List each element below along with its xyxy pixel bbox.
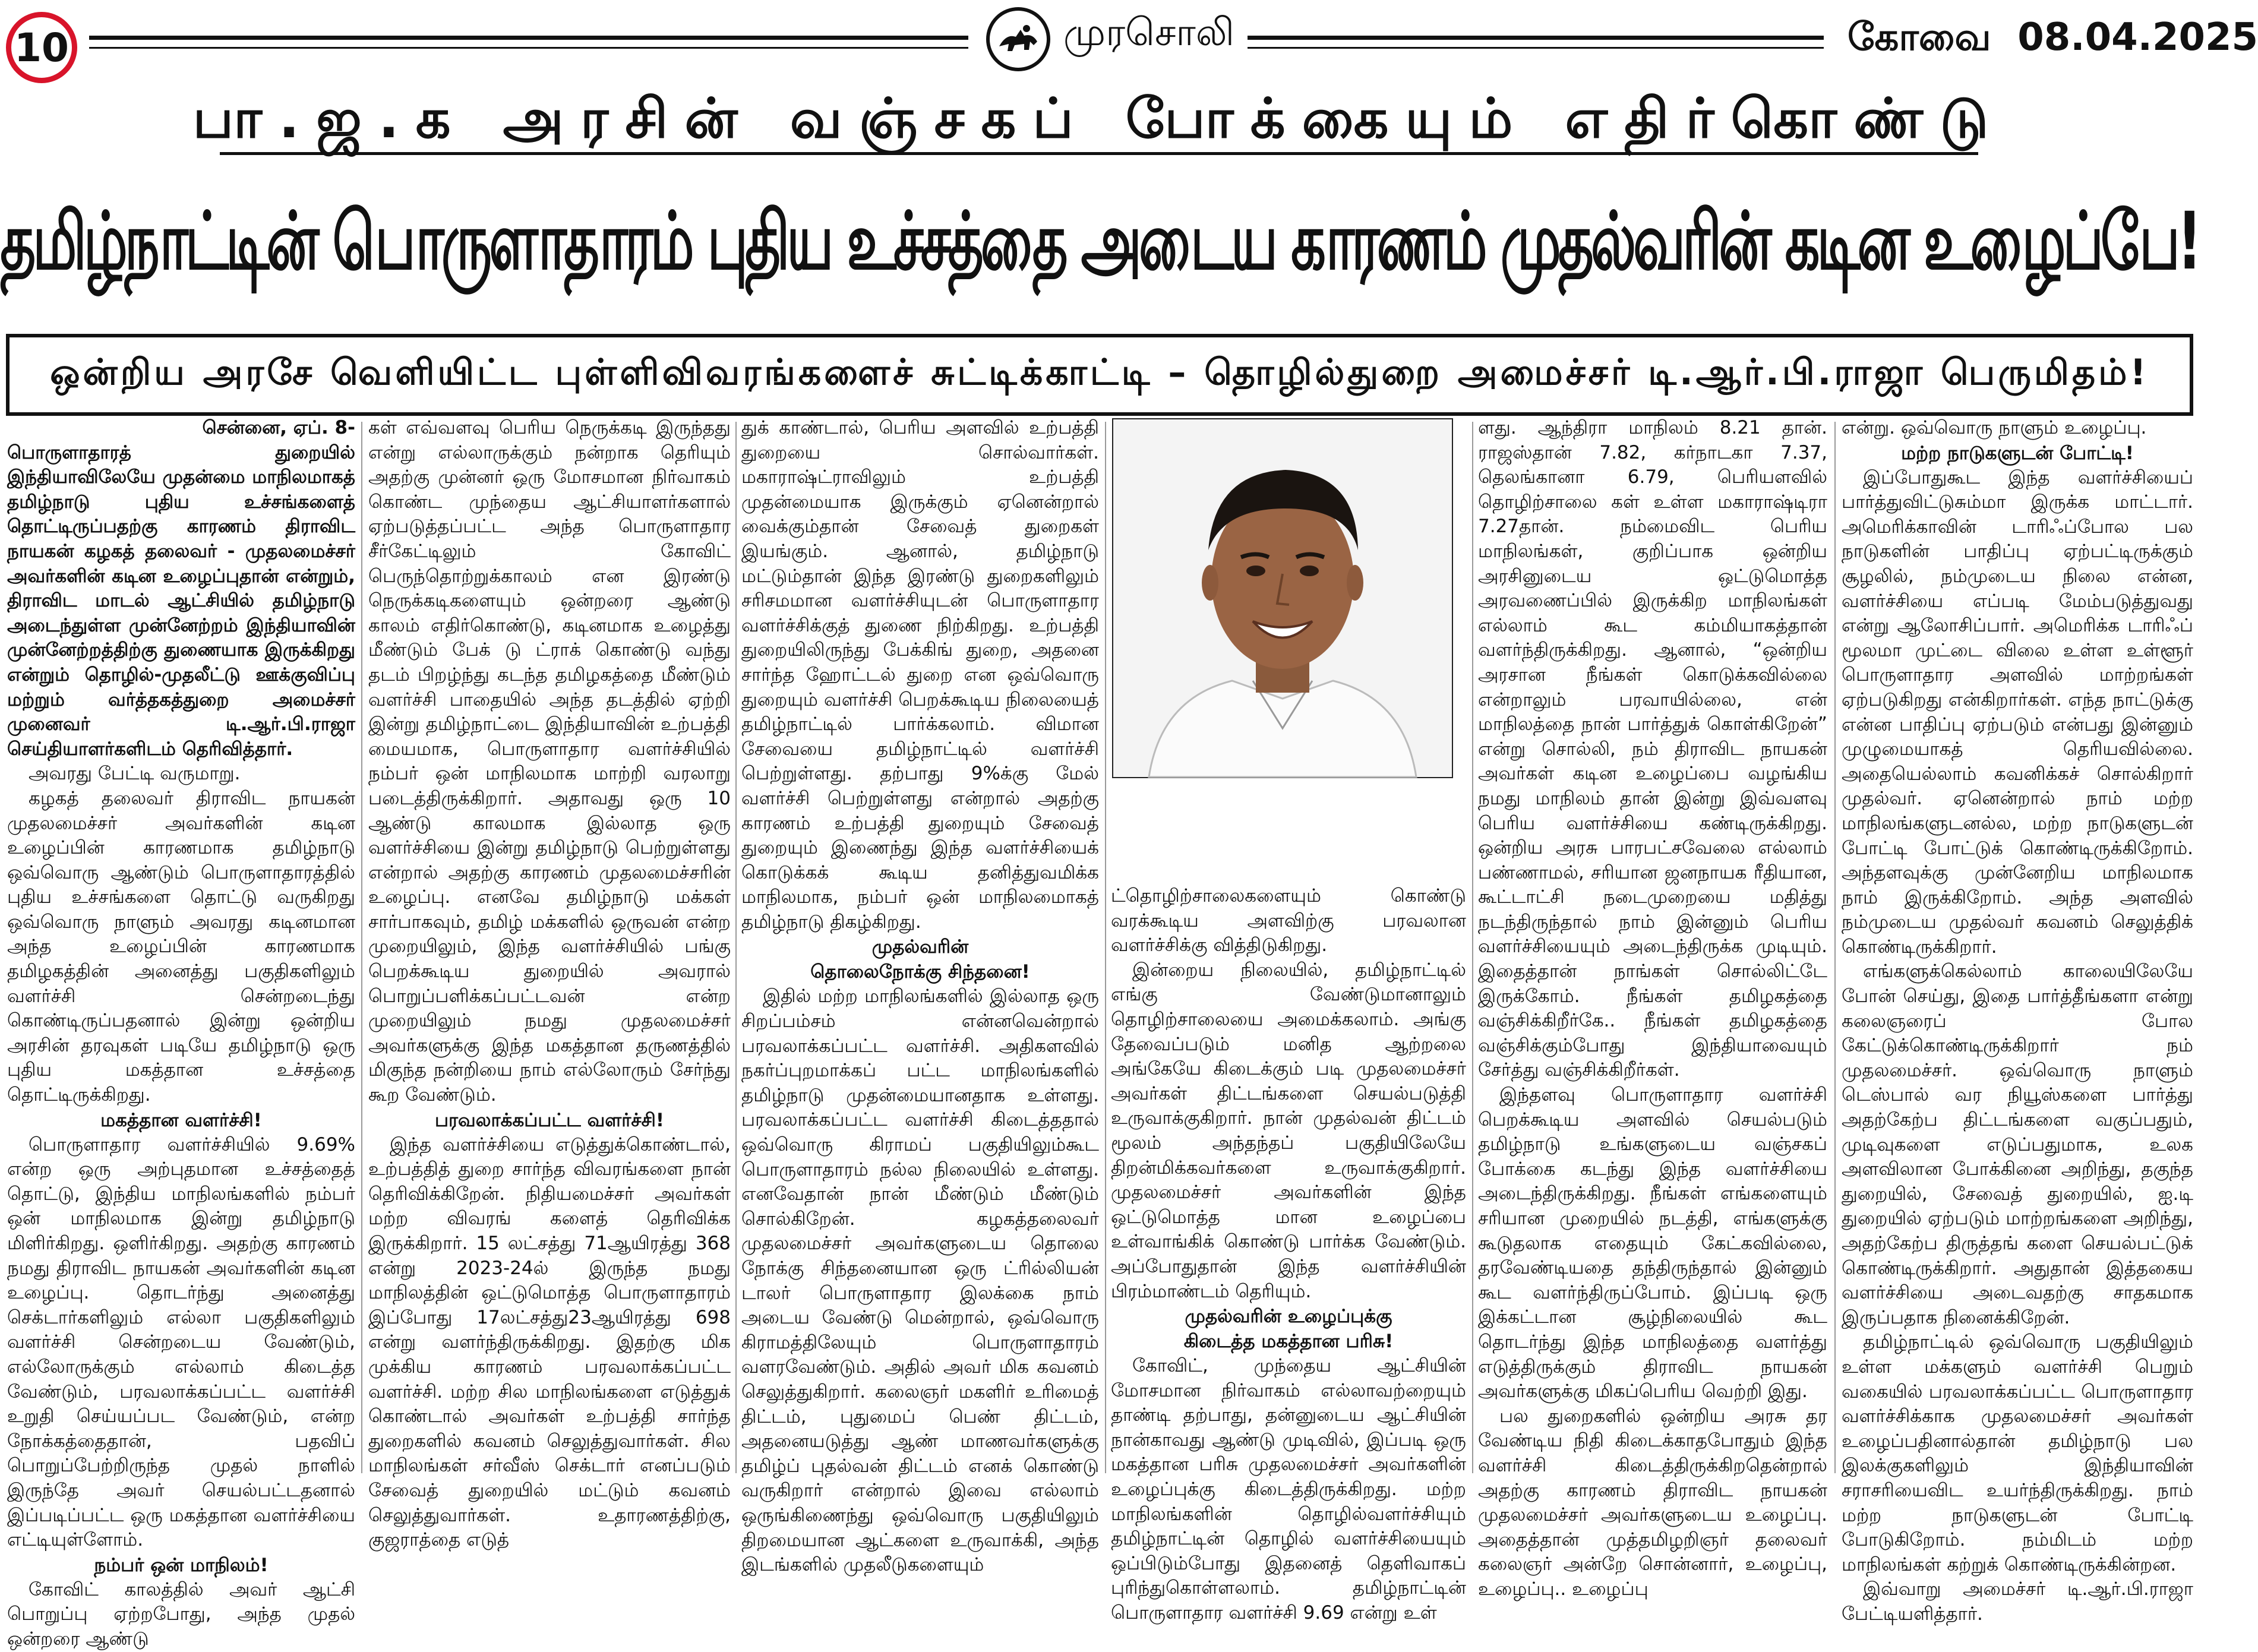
portrait-illustration — [1113, 419, 1452, 777]
issue-date: 08.04.2025 — [2017, 15, 2258, 59]
article-column-2 — [368, 416, 731, 1551]
section-heading: கிடைத்த மகத்தான பரிசு! — [1183, 1331, 1394, 1353]
paragraph: கோவிட் காலத்தில் அவர் ஆட்சி பொறுப்பு ஏற்றபோது, அந்த முதல் ஒன்றரை ஆண்டு — [7, 1578, 355, 1650]
paragraph: இவ்வாறு அமைச்சர் டி.ஆர்.பி.ராஜா பேட்டியளித்தார். — [1842, 1578, 2193, 1625]
main-headline: தமிழ்நாட்டின் பொருளாதாரம் புதிய உச்சத்தை அடைய காரணம் முதல்வரின் கடின உழைப்பே! — [0, 195, 2199, 288]
section-heading: முதல்வரின் உழைப்புக்கு — [1185, 1306, 1392, 1328]
column-divider — [1834, 422, 1836, 1473]
paragraph: இன்றைய நிலையில், தமிழ்நாட்டில் எங்கு வேண்டுமானாலும் தொழிற்சாலையை அமைக்கலாம். அங்கு தேவைப்படும் மனித ஆற்றலை அங்கேயே கிடைக்கும் படி முதலமைச்சர் அவர்கள் திட்டங்களை செயல்படுத்தி உருவாக்குகிறார். நான் முதல்வன் திட்டம் மூலம் அந்தந்தப் பகுதியிலேயே திறன்மிக்கவர்களை உருவாக்குகிறார். முதலமைச்சர் அவர்களின் இந்த ஒட்டுமொத்த மான உழைப்பை உள்வாங்கிக் கொண்டு பார்க்க வேண்டும். அப்போதுதான் இந்த வளர்ச்சியின் பிரம்மாண்டம் தெரியும். — [1111, 959, 1466, 1302]
paragraph: இந்தளவு பொருளாதார வளர்ச்சி பெறக்கூடிய அளவில் செயல்படும் தமிழ்நாடு உங்களுடைய வஞ்சகப் போக்கை கடந்து இந்த வளர்ச்சியை அடைந்திருக்கிறது. நீங்கள் எங்களையும் சரியான முறையில் நடத்தி, எங்களுக்கு கூடுதலாக எதையும் கேட்கவில்லை, தரவேண்டியதை தந்திருந்தால் இன்னும் கூட வளர்ந்திருப்போம். இப்படி ஒரு இக்கட்டான சூழ்நிலையில் கூட தொடர்ந்து இந்த மாநிலத்தை வளர்த்து எடுத்திருக்கும் திராவிட நாயகன் அவர்களுக்கு மிகப்பெரிய வெற்றி இது. — [1478, 1084, 1827, 1403]
section-heading: நம்பர் ஒன் மாநிலம்! — [94, 1554, 269, 1576]
edition-date — [1848, 15, 2258, 64]
paragraph: தமிழ்நாட்டில் ஒவ்வொரு பகுதியிலும் உள்ள மக்களும் வளர்ச்சி பெறும் வகையில் பரவலாக்கப்பட்ட பொருளாதார வளர்ச்சிக்காக முதலமைச்சர் அவர்கள் உழைப்பதினால்தான் தமிழ்நாடு பல இலக்குகளிலும் இந்தியாவின் சராசரியைவிட உயர்ந்திருக்கிறது. நாம் மற்ற நாடுகளுடன் போட்டி போடுகிறோம். நம்மிடம் மற்ற மாநிலங்கள் கற்றுக் கொண்டிருக்கின்றன. — [1842, 1331, 2193, 1575]
column-divider — [1105, 422, 1106, 1473]
paragraph: ளது. ஆந்திரா மாநிலம் 8.21 தான். ராஜஸ்தான் 7.82, கர்நாடகா 7.37, தெலங்கானா 6.79, பெரியளவில் தொழிற்சாலை கள் உள்ள மகாராஷ்டிரா 7.27தான். நம்மைவிட பெரிய மாநிலங்கள், குறிப்பாக ஒன்றிய அரசினுடைய ஒட்டுமொத்த அரவணைப்பில் இருக்கிற மாநிலங்கள் எல்லாம் கூட கம்மியாகத்தான் வளர்ந்திருக்கிறது. ஆனால், “ஒன்றிய அரசான நீங்கள் கொடுக்கவில்லை என்றாலும் பரவாயில்லை, என் மாநிலத்தை நான் பார்த்துக் கொள்கிறேன்” என்று சொல்லி, நம் திராவிட நாயகன் அவர்கள் கடின உழைப்பை வழங்கிய நமது மாநிலம் தான் இன்று இவ்வளவு பெரிய வளர்ச்சியை கண்டிருக்கிறது. ஒன்றிய அரசு பாரபட்சவேலை எல்லாம் பண்ணாமல், சரியான ஜனநாயக ரீதியான, கூட்டாட்சி நடைமுறையை மதித்து நடந்திருந்தால் நாம் இன்னும் பெரிய வளர்ச்சியையும் அடைந்திருக்க முடியும். இதைத்தான் நாங்கள் சொல்லிட்டே இருக்கோம். நீங்கள் தமிழகத்தை வஞ்சிக்கிறீர்கே.. நீங்கள் தமிழகத்தை வஞ்சிக்கும்போது இந்தியாவையும் சேர்த்து வஞ்சிக்கிறீர்கள். — [1478, 417, 1827, 1081]
subheadline: ஒன்றிய அரசே வெளியிட்ட புள்ளிவிவரங்களைச் சுட்டிக்காட்டி – தொழில்துறை அமைச்சர் டி.ஆர்.பி.ராஜா பெருமிதம்! — [50, 352, 2149, 393]
article-column-6 — [1842, 416, 2193, 1625]
section-heading: மற்ற நாடுகளுடன் போட்டி! — [1901, 442, 2134, 464]
paragraph: கோவிட், முந்தைய ஆட்சியின் மோசமான நிர்வாகம் எல்லாவற்றையும் தாண்டி தற்பாது, தன்னுடைய ஆட்சியின் நான்காவது ஆண்டு முடிவில், இப்படி ஒரு மகத்தான பரிசு முதலமைச்சர் அவர்களின் உழைப்புக்கு கிடைத்திருக்கிறது. மற்ற மாநிலங்களின் தொழில்வளர்ச்சியும் தமிழ்நாட்டின் தொழில் வளர்ச்சியையும் ஒப்பிடும்போது இதனைத் தெளிவாகப் புரிந்துகொள்ளலாம். தமிழ்நாட்டின் பொருளாதார வளர்ச்சி 9.69 என்று உள் — [1111, 1355, 1466, 1624]
rising-sun-icon — [986, 7, 1050, 71]
paragraph: பல துறைகளில் ஒன்றிய அரசு தர வேண்டிய நிதி கிடைக்காதபோதும் இந்த வளர்ச்சி கிடைத்திருக்கிறதென்றால் அதற்கு காரணம் திராவிட நாயகன் முதலமைச்சர் அவர்களுடைய உழைப்பு. அதைத்தான் முத்தமிழறிஞர் தலைவர் கலைஞர் அன்றே சொன்னார், உழைப்பு, உழைப்பு.. உழைப்பு — [1478, 1405, 1827, 1600]
masthead-rule-left — [89, 36, 968, 49]
paper-name: முரசொலி — [1063, 11, 1234, 55]
paragraph: இந்த வளர்ச்சியை எடுத்துக்கொண்டால், உற்பத்தித் துறை சார்ந்த விவரங்களை நான் தெரிவிக்கிறேன். நிதியமைச்சர் அவர்கள் மற்ற விவரங் களைத் தெரிவிக்க இருக்கிறார். 15 லட்சத்து 71ஆயிரத்து 368 என்று 2023-24ல் இருந்த நமது மாநிலத்தின் ஒட்டுமொத்த பொருளாதாரம் இப்போது 17லட்சத்து23ஆயிரத்து 698 என்று வளர்ந்திருக்கிறது. இதற்கு மிக முக்கிய காரணம் பரவலாக்கப்பட்ட வளர்ச்சி. மற்ற சில மாநிலங்களை எடுத்துக் கொண்டால் அவர்கள் உற்பத்தி சார்ந்த துறைகளில் கவனம் செலுத்துவார்கள். சில மாநிலங்கள் சர்வீஸ் செக்டார் எனப்படும் சேவைத் துறையில் மட்டும் கவனம் செலுத்துவார்கள். உதாரணத்திற்கு, குஜராத்தை எடுத் — [368, 1133, 731, 1551]
paragraph: அவரது பேட்டி வருமாறு. — [29, 763, 241, 785]
paragraph: இப்போதுகூட இந்த வளர்ச்சியைப் பார்த்துவிட்டுசும்மா இருக்க மாட்டார். அமெரிக்காவின் டாரிஃப்போல பல நாடுகளின் பாதிப்பு ஏற்பட்டிருக்கும் சூழலில், நம்முடைய நிலை என்ன, வளர்ச்சியை எப்படி மேம்படுத்துவது என்று ஆலோசிப்பார். அமெரிக்க டாரிஃப் மூலமா முட்டை விலை உள்ள உள்ளூர் பொருளாதார அளவில் மாற்றங்கள் ஏற்படுகிறது என்கிறார்கள். எந்த நாட்டுக்கு என்ன பாதிப்பு ஏற்படும் என்பது இன்னும் முழுமையாகத் தெரியவில்லை. அதையெல்லாம் கவனிக்கச் சொல்கிறார் முதல்வர். ஏனென்றால் நாம் மற்ற மாநிலங்களுடனல்ல, மற்ற நாடுகளுடன் போட்டி போட்டுக் கொண்டிருக்கிறோம். அந்தளவுக்கு முன்னேறிய மாநிலமாக நாம் இருக்கிறோம். அந்த அளவில் நம்முடைய முதல்வர் கவனம் செலுத்திக் கொண்டிருக்கிறார். — [1842, 466, 2193, 958]
edition-name: கோவை — [1848, 15, 1991, 59]
section-heading: தொலைநோக்கு சிந்தனை! — [810, 961, 1030, 983]
kicker-headline: பா.ஜ.க அரசின் வஞ்சகப் போக்கையும் எதிர்கொண்டு — [192, 87, 2006, 150]
paragraph: கள் எவ்வளவு பெரிய நெருக்கடி இருந்தது என்று எல்லாருக்கும் நன்றாக தெரியும் அதற்கு முன்னர் ஒரு மோசமான நிர்வாகம் கொண்ட முந்தைய ஆட்சியாளர்களால் ஏற்படுத்தப்பட்ட அந்த பொருளாதார சீர்கேட்டிலும் கோவிட் பெருந்தொற்றுக்காலம் என இரண்டு நெருக்கடிகளையும் ஒன்றரை ஆண்டு காலம் எதிர்கொண்டு, கடினமாக உழைத்து மீண்டும் பேக் டு ட்ராக் கொண்டு வந்து தடம் பிறழ்ந்து கடந்த தமிழகத்தை மீண்டும் வளர்ச்சி பாதையில் அந்த தடத்தில் ஏற்றி இன்று தமிழ்நாட்டை இந்தியாவின் உற்பத்தி மையமாக, பொருளாதார வளர்ச்சியில் நம்பர் ஒன் மாநிலமாக மாற்றி வரலாறு படைத்திருக்கிறார். அதாவது ஒரு 10 ஆண்டு காலமாக இல்லாத ஒரு வளர்ச்சியை இன்று தமிழ்நாடு பெற்றுள்ளது என்றால் அதற்கு காரணம் முதலமைச்சரின் உழைப்பு. எனவே தமிழ்நாடு மக்கள் சார்பாகவும், தமிழ் மக்களில் ஒருவன் என்ற முறையிலும், இந்த வளர்ச்சியில் பங்கு பெறக்கூடிய துறையில் அவரால் பொறுப்பளிக்கப்பட்டவன் என்ற முறையிலும் நமது முதலமைச்சர் அவர்களுக்கு இந்த மகத்தான தருணத்தில் மிகுந்த நன்றியை நாம் எல்லோரும் சேர்ந்து கூற வேண்டும். — [368, 417, 731, 1106]
column-divider — [735, 422, 737, 1473]
column-divider — [1472, 422, 1473, 1473]
paragraph: துக் காண்டால், பெரிய அளவில் உற்பத்தி துறையை சொல்வார்கள். மகாராஷ்ட்ராவிலும் உற்பத்தி முதன்மையாக இருக்கும் ஏனென்றால் வைக்கும்தான் சேவைத் துறைகள் இயங்கும். ஆனால், தமிழ்நாடு மட்டும்தான் இந்த இரண்டு துறைகளிலும் சரிசமமான வளர்ச்சியுடன் பொருளாதார வளர்ச்சிக்குத் துணை நிற்கிறது. உற்பத்தி துறையிலிருந்து பேக்கிங் துறை, அதனை சார்ந்த ஹோட்டல் துறை என ஒவ்வொரு துறையும் வளர்ச்சி பெறக்கூடிய நிலையைத் தமிழ்நாட்டில் பார்க்கலாம். விமான சேவையை தமிழ்நாட்டில் வளர்ச்சி பெற்றுள்ளது. தற்பாது 9%க்கு மேல் வளர்ச்சி பெற்றுள்ளது என்றால் அதற்கு காரணம் உற்பத்தி துறையும் சேவைத் துறையும் இணைந்து இந்த வளர்ச்சியைக் கொடுக்கக் கூடிய தனித்துவமிக்க மாநிலமாக, நம்பர் ஒன் மாநிலமைாகத் தமிழ்நாடு திகழ்கிறது. — [741, 417, 1099, 933]
paragraph: ட்தொழிற்சாலைகளையும் கொண்டு வரக்கூடிய அளவிற்கு பரவலான வளர்ச்சிக்கு வித்திடுகிறது. — [1111, 885, 1466, 956]
paragraph: இதில் மற்ற மாநிலங்களில் இல்லாத ஒரு சிறப்பம்சம் என்னவென்றால் பரவலாக்கப்பட்ட வளர்ச்சி. அதிகளவில் நகர்ப்புறமாக்கப் பட்ட மாநிலங்களில் தமிழ்நாடு முதன்மையானதாக உள்ளது. பரவலாக்கப்பட்ட வளர்ச்சி கிடைத்ததால் ஒவ்வொரு கிராமப் பகுதியிலும்கூட பொருளாதாரம் நல்ல நிலையில் உள்ளது. எனவேதான் நான் மீண்டும் மீண்டும் சொல்கிறேன். கழகத்தலைவர் முதலமைச்சர் அவர்களுடைய தொலை நோக்கு சிந்தனையான ஒரு ட்ரில்லியன் டாலர் பொருளாதார இலக்கை நாம் அடைய வேண்டு மென்றால், ஒவ்வொரு கிராமத்திலேயும் பொருளாதாரம் வளரவேண்டும். அதில் அவர் மிக கவனம் செலுத்துகிறார். கலைஞர் மகளிர் உரிமைத் திட்டம், புதுமைப் பெண் திட்டம், அதனையடுத்து ஆண் மாணவர்களுக்கு தமிழ்ப் புதல்வன் திட்டம் எனக் கொண்டு வருகிறார் என்றால் இவை எல்லாம் ஒருங்கிணைந்து ஒவ்வொரு பகுதியிலும் திறமையான ஆட்களை உருவாக்கி, அந்த இடங்களில் முதலீடுகளையும் — [741, 985, 1099, 1576]
column-divider — [361, 422, 362, 1473]
section-heading: மகத்தான வளர்ச்சி! — [100, 1109, 262, 1131]
page-number: 10 — [6, 12, 77, 83]
article-column-4 — [1111, 884, 1466, 1624]
article-column-3 — [741, 416, 1099, 1576]
paragraph: எங்களுக்கெல்லாம் காலையிலேயே போன் செய்து, இதை பார்த்தீங்களா என்று கலைஞரைப் போல கேட்டுக்கொண்டிருக்கிறார் நம் முதலமைச்சர். ஒவ்வொரு நாளும் டெஸ்பால் வர நியூஸ்களை பார்த்து அதற்கேற்ப திட்டங்களை வகுப்பதும், முடிவுகளை எடுப்பதுமாக, உலக அளவிலான போக்கினை அறிந்து, தகுந்த துறையில், சேவைத் துறையில், ஐ.டி துறையில் ஏற்படும் மாற்றங்களை அறிந்து, அதற்கேற்ப திருத்தங் களை செயல்பட்டுக் கொண்டிருக்கிறார். அதுதான் இத்தகைய வளர்ச்சியை அடைவதற்கு சாதகமாக இருப்பதாக நினைக்கிறேன். — [1842, 961, 2193, 1328]
article-column-5 — [1478, 416, 1827, 1600]
paragraph: என்று. ஒவ்வொரு நாளும் உழைப்பு. — [1842, 417, 2147, 438]
minister-photo — [1112, 418, 1453, 778]
masthead-rule-right — [1248, 36, 1824, 49]
subheadline-box — [6, 334, 2193, 416]
section-heading: முதல்வரின் — [871, 936, 969, 958]
article-lead: பொருளாதாரத் துறையில் இந்தியாவிலேயே முதன்மை மாநிலமாகத் தமிழ்நாடு புதிய உச்சங்களைத் தொட்டிருப்பதற்கு காரணம் திராவிட நாயகன் கழகத் தலைவர் - முதலமைச்சர் அவர்களின் கடின உழைப்புதான் என்றும், திராவிட மாடல் ஆட்சியில் தமிழ்நாடு அடைந்துள்ள முன்னேற்றம் இந்தியாவின் முன்னேற்றத்திற்கு துணையாக இருக்கிறது என்றும் தொழில்-முதலீட்டு ஊக்குவிப்பு மற்றும் வர்த்தகத்துறை அமைச்சர் முனைவர் டி.ஆர்.பி.ராஜா செய்தியாளர்களிடம் தெரிவித்தார். — [7, 441, 355, 760]
section-heading: பரவலாக்கப்பட்ட வளர்ச்சி! — [434, 1109, 665, 1131]
paragraph: கழகத் தலைவர் திராவிட நாயகன் முதலமைச்சர் அவர்களின் கடின உழைப்பின் காரணமாக தமிழ்நாடு ஒவ்வொரு ஆண்டும் பொருளாதாரத்தில் புதிய உச்சங்களை தொட்டு வருகிறது ஒவ்வொரு நாளும் அவரது கடினமான அந்த உழைப்பின் காரணமாக தமிழகத்தின் அனைத்து பகுதிகளிலும் வளர்ச்சி சென்றடைந்து கொண்டிருப்பதனால் இன்று ஒன்றிய அரசின் தரவுகள் படியே தமிழ்நாடு ஒரு புதிய மகத்தான உச்சத்தை தொட்டிருக்கிறது. — [7, 787, 355, 1106]
article-dateline: சென்னை, ஏப். 8- — [202, 417, 355, 438]
paragraph: பொருளாதார வளர்ச்சியில் 9.69% என்ற ஒரு அற்புதமான உச்சத்தைத் தொட்டு, இந்திய மாநிலங்களில் நம்பர் ஒன் மாநிலமாக இன்று தமிழ்நாடு மிளிர்கிறது. ஒளிர்கிறது. அதற்கு காரணம் நமது திராவிட நாயகன் அவர்களின் கடின உழைப்பு. தொடர்ந்து அனைத்து செக்டார்களிலும் எல்லா பகுதிகளிலும் வளர்ச்சி சென்றடைய வேண்டும், எல்லோருக்கும் எல்லாம் கிடைத்த வேண்டும், பரவலாக்கப்பட்ட வளர்ச்சி உறுதி செய்யப்பட வேண்டும், என்ற நோக்கத்தைதான், பதவிப் பொறுப்பேற்றிருந்த முதல் நாளில் இருந்தே அவர் செயல்பட்டதனால் இப்படிப்பட்ட ஒரு மகத்தான வளர்ச்சியை எட்டியுள்ளோம். — [7, 1133, 355, 1551]
article-column-1 — [7, 416, 355, 1650]
masthead — [0, 0, 2258, 89]
